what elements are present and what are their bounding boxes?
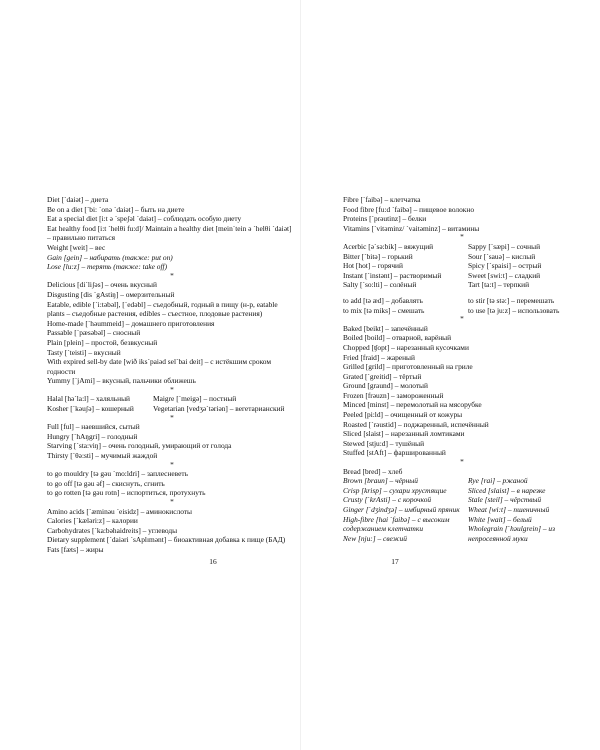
dietary-types-grid	[47, 394, 297, 413]
section-separator: *	[170, 459, 174, 469]
entry-minced: Minced [minst] – перемолотый на мясорубке	[343, 400, 482, 410]
entry-proteins: Proteins [ˊprəutinz] – белки	[343, 214, 427, 224]
entry-weight: Weight [weit] – вес	[47, 242, 106, 252]
entry-hungry: Hungry [ˊhAŋgri] – голодный	[47, 431, 138, 441]
entry-dietary-supplement: Dietary supplement [ˊdaiəri ˊsAplɪmənt] – биоактивная добавка к пище (БАД)	[47, 535, 286, 545]
entry-tasty: Tasty [ˊteisti] – вкусный	[47, 347, 121, 357]
entry-gain: Gain [gein] – набирать (также: put on)	[47, 252, 173, 262]
entry-fibre: Fibre [ˊfaibə] – клетчатка	[343, 195, 421, 204]
entry-healthy-food: Eat healthy food [i:t ˊhelθi fu:d]/ Maintain a healthy diet [meinˊtein ə ˊhelθi ˊdaiət] – правильно питаться	[47, 223, 292, 243]
entry-sliced: Sliced [slaist] – нарезанный ломтиками	[343, 429, 465, 439]
entry-wholegrain: Wholegrain [ˊhəulgrein] – из непросеянной муки	[468, 524, 555, 543]
entry-calories: Calories [ˊkæləri:z] – калории	[47, 516, 138, 526]
section-separator: *	[170, 412, 174, 422]
entry-high-fibre: High-fibre [hai ˊfaibə] – с высоким содержанием клетчатки	[343, 514, 450, 534]
entry-starving: Starving [ˊsta:viŋ] – очень голодный, умирающий от голода	[47, 441, 232, 451]
page-number-left: 16	[209, 557, 217, 566]
entry-to-use: to use [tə ju:z] – использовать	[468, 305, 560, 315]
entry-crisp: Crisp [krisp] – сухари хрустящие	[343, 485, 447, 495]
page-number-right: 17	[391, 557, 399, 566]
entry-food-fibre: Food fibre [fu:d ˊfaibə] – пищевое волокно	[343, 204, 475, 214]
entry-new: New [nju:] – свежий	[343, 533, 407, 543]
entry-grated: Grated [ˊgreitid] – тёртый	[343, 371, 422, 381]
entry-home-made: Home-made [ˊhəummeid] – домашнего приготовления	[47, 318, 215, 328]
taste-adjectives-grid	[343, 242, 581, 290]
entry-to-stir: to stir [tə stə:] – перемешать	[468, 295, 555, 305]
entry-yummy: Yummy [ˊjAmi] – вкусный, пальчики оближешь	[47, 376, 196, 386]
entry-be-on-diet: Be on a diet [ˊbi: ˊonə ˊdaiət] – быть на диете	[47, 204, 185, 214]
entry-thirsty: Thirsty [ˊθə:sti] – мучимый жаждой	[47, 451, 158, 461]
entry-spicy: Spicy [ˊspaisi] – острый	[468, 261, 542, 271]
entry-special-diet: Eat a special diet [i:t ə ˊspeʃəl ˊdaiət] – соблюдать особую диету	[47, 214, 242, 224]
entry-kosher: Kosher [ˊkəuʃə] – кошерный	[47, 404, 134, 414]
entry-bread: Bread [bred] – хлеб	[343, 466, 403, 476]
entry-sliced-bread: Sliced [slaist] – в нарезке	[468, 485, 546, 495]
entry-baked: Baked [beikt] – запечённый	[343, 323, 428, 333]
entry-disgusting: Disgusting [dis ˊgAstiŋ] – омерзительный	[47, 289, 175, 299]
entry-halal: Halal [həˊla:l] – халяльный	[47, 394, 131, 404]
entry-sweet: Sweet [swi:t] – сладкий	[468, 270, 541, 280]
entry-lose: Lose [lu:z] – терять (также: take off)	[47, 262, 168, 272]
right-page-text	[343, 195, 581, 543]
entry-stewed: Stewed [stju:d] – тушёный	[343, 438, 425, 448]
entry-tart: Tart [ta:t] – терпкий	[468, 280, 530, 290]
bread-column-left	[343, 476, 468, 543]
entry-salty: Salty [ˊso:lti] – солёный	[343, 280, 417, 290]
bread-column-right	[468, 476, 581, 543]
entry-chopped: Chopped [ʧopt] – нарезанный кусочками	[343, 342, 469, 352]
section-separator: *	[460, 232, 464, 242]
entry-go-mouldry: to go mouldry [tə gəu ˊmo:ldri] – заплесневеть	[47, 469, 189, 479]
entry-vegetarian: Vegetarian [vedʒəˊtəriən] – вегетарианский	[153, 404, 285, 414]
section-separator: *	[170, 270, 174, 280]
entry-brown: Brown [braun] – чёрный	[343, 476, 418, 486]
entry-passable: Passable [ˊpæsəbəl] – сносный	[47, 328, 141, 338]
section-separator: *	[460, 314, 464, 324]
section-separator: *	[170, 384, 174, 394]
entry-expired: With expired sell-by date [wið iksˊpaiəd selˊbai deit] – с истёкшим сроком годности	[47, 357, 272, 376]
entry-acerbic: Acerbic [əˊsə:bik] – вяжущий	[343, 241, 434, 251]
entry-carbohydrates: Carbohydrates [ˊka:bəhaidreits] – углеводы	[47, 525, 178, 535]
entry-fried: Fried [fraid] – жареный	[343, 352, 415, 362]
entry-go-rotten: to go rotten [tə gəu rotn] – испортиться, протухнуть	[47, 488, 206, 498]
entry-to-mix: to mix [tə miks] – смешать	[343, 305, 425, 315]
entry-ground: Ground [graund] – молотый	[343, 381, 428, 391]
entry-plain: Plain [plein] – простой, безвкусный	[47, 337, 158, 347]
entry-rye: Rye [rai] – ржаной	[468, 476, 528, 486]
entry-white: White [wait] – белый	[468, 514, 532, 524]
entry-crusty: Crusty [ˊkrAsti] – с корочкой	[343, 495, 432, 505]
entry-peeled: Peeled [pi:ld] – очищенный от кожуры	[343, 410, 463, 420]
entry-roasted: Roasted [ˊrəustid] – поджаренный, испечённый	[343, 419, 489, 429]
entry-wheat: Wheat [wi:t] – пшеничный	[468, 505, 550, 514]
entry-amino-acids: Amino acids [ˊæminəu ˊeisidz] – аминокислоты	[47, 506, 193, 516]
entry-frozen: Frozen [frəuzn] – замороженный	[343, 390, 444, 400]
entry-delicious: Delicious [diˊliʃəs] – очень вкусный	[47, 280, 157, 290]
entry-ginger: Ginger [ˊdʒindʒə] – имбирный пряник	[343, 505, 460, 514]
entry-sappy: Sappy [ˊsæpi] – сочный	[468, 241, 541, 251]
entry-vitamins: Vitamins [ˊvitəminz/ ˊvaitəminz] – витамины	[343, 223, 480, 233]
entry-sour: Sour [ˊsauə] – кислый	[468, 251, 536, 261]
entry-instant: Instant [ˊinstənt] – растворимый	[343, 270, 442, 280]
entry-diet: Diet [ˊdaiət] – диета	[47, 195, 109, 204]
page-right	[300, 0, 600, 750]
entry-fats: Fats [fæts] – жиры	[47, 544, 104, 554]
left-page-text	[47, 195, 297, 555]
entry-eatable: Eatable, edible [ˊi:təbəl], [ˊedəbl] – съедобный, годный в пищу (н-р, eatable plants – съедобные растения, edibles – съестное, плодовые растения)	[47, 299, 278, 319]
verbs-grid	[343, 296, 581, 315]
entry-go-off: to go off [tə gəu əf] – скиснуть, сгнить	[47, 478, 165, 488]
entry-boiled: Boiled [boild] – отварной, варёный	[343, 333, 452, 343]
entry-hot: Hot [hot] – горячий	[343, 261, 403, 271]
entry-stale: Stale [steil] – чёрствый	[468, 495, 542, 505]
bread-types-grid	[343, 476, 581, 543]
entry-grilled: Grilled [grild] – приготовленный на гриле	[343, 362, 473, 372]
entry-maigre: Maigre [ˊmeigə] – постный	[153, 394, 237, 404]
entry-to-add: to add [tə æd] – добавлять	[343, 295, 423, 305]
entry-bitter: Bitter [ˊbitə] – горький	[343, 251, 413, 261]
section-separator: *	[170, 497, 174, 506]
entry-stuffed: Stuffed [stAft] – фаршированный	[343, 448, 446, 458]
section-separator: *	[460, 457, 464, 467]
entry-full: Full [ful] – наевшийся, сытый	[47, 422, 140, 432]
